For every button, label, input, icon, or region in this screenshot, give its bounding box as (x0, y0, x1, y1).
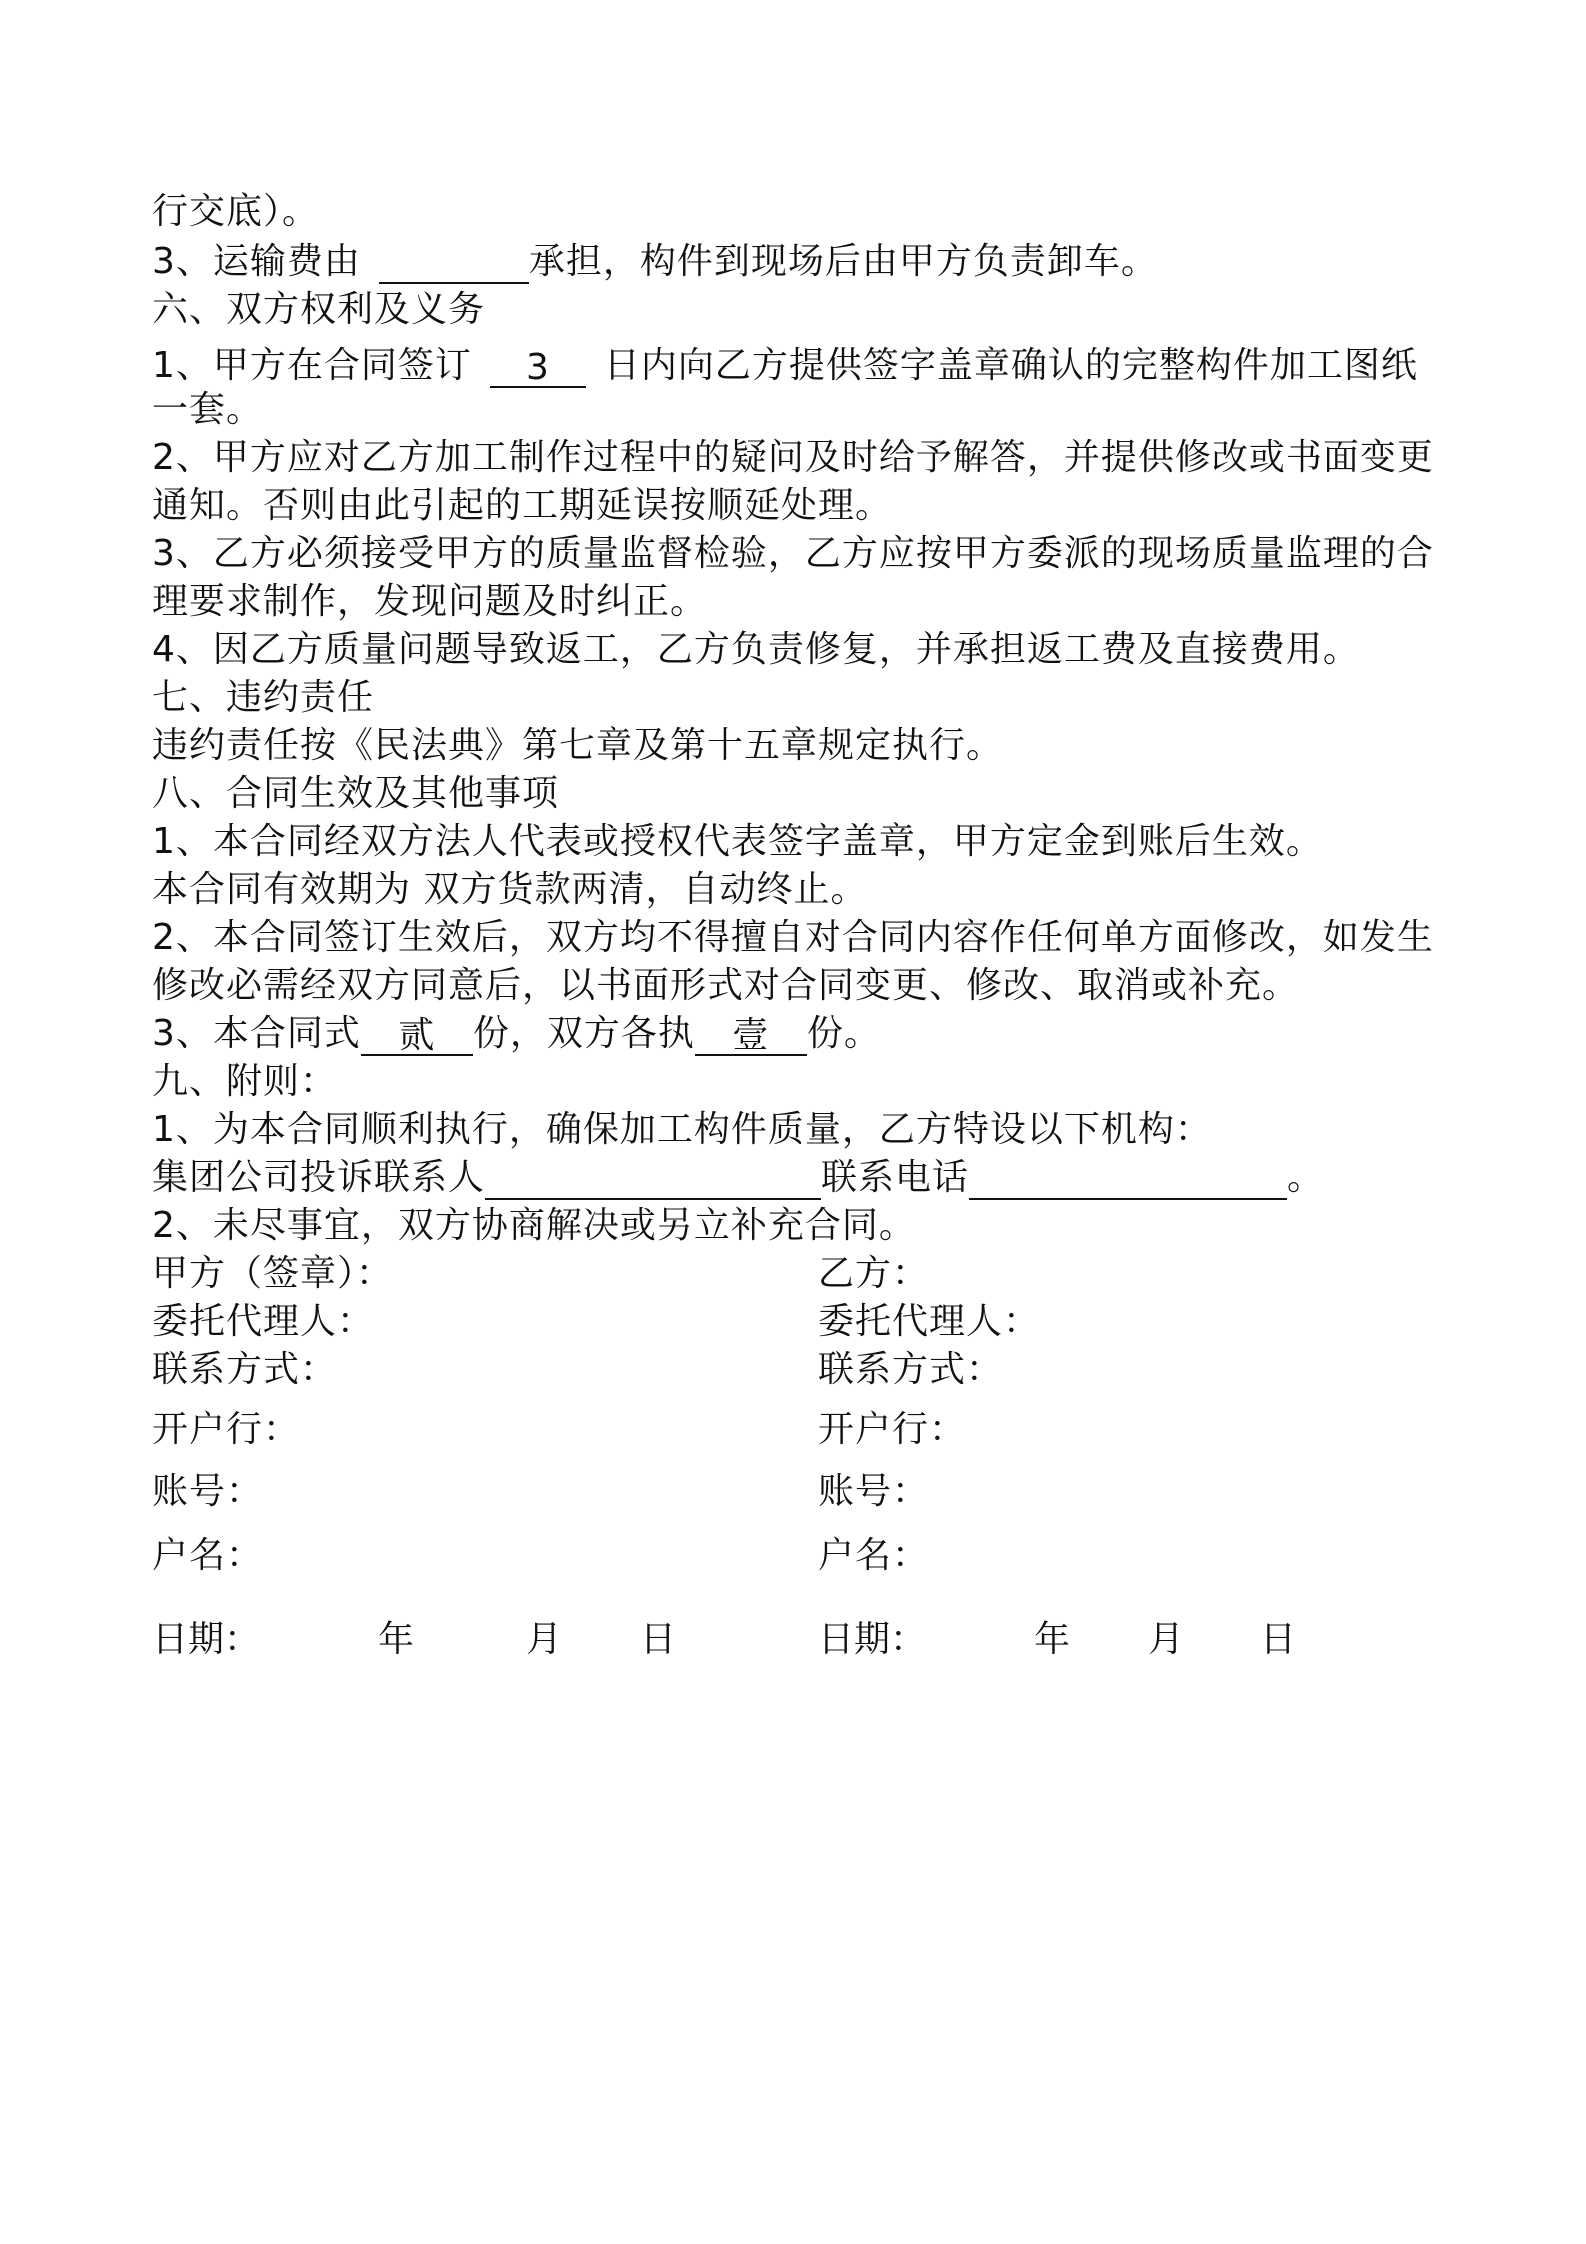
party-a-account: 账号： (152, 1471, 264, 1512)
section-heading-liability: 七、违约责任 (152, 677, 375, 718)
paragraph-line: 本合同有效期为 双方货款两清，自动终止。 (152, 869, 868, 910)
contact-phone-blank (969, 1158, 1287, 1200)
party-b-date-label: 日期： (818, 1619, 927, 1660)
clause-text: 3、运输费由 (152, 241, 361, 282)
section-heading-appendix: 九、附则： (152, 1061, 338, 1102)
contact-person-blank (485, 1158, 821, 1200)
clause-drawing-days (152, 344, 1418, 388)
paragraph-line: 1、为本合同顺利执行，确保加工构件质量，乙方特设以下机构： (152, 1109, 1212, 1150)
party-b-month-label: 月 (1148, 1619, 1185, 1660)
transport-payer-blank (379, 242, 529, 284)
paragraph-line: 2、本合同签订生效后，双方均不得擅自对合同内容作任何单方面修改，如发生 (152, 917, 1434, 958)
clause-text: 承担，构件到现场后由甲方负责卸车。 (528, 241, 1158, 282)
party-b-agent: 委托代理人： (818, 1301, 1041, 1342)
paragraph-line: 2、未尽事宜，双方协商解决或另立补充合同。 (152, 1205, 916, 1246)
paragraph-line: 一套。 (152, 389, 264, 430)
paragraph-line: 2、甲方应对乙方加工制作过程中的疑问及时给予解答，并提供修改或书面变更 (152, 437, 1434, 478)
transport-fee-clause (152, 240, 1158, 284)
party-a-contact: 联系方式： (152, 1349, 338, 1390)
paragraph-line: 修改必需经双方同意后，以书面形式对合同变更、修改、取消或补充。 (152, 965, 1300, 1006)
party-b-day-label: 日 (1260, 1619, 1297, 1660)
clause-text: 份，双方各执 (472, 1013, 695, 1054)
party-b-contact: 联系方式： (818, 1349, 1004, 1390)
party-a-day-label: 日 (640, 1619, 677, 1660)
clause-text: 份。 (806, 1013, 881, 1054)
clause-text: 集团公司投诉联系人 (152, 1157, 486, 1198)
party-a-agent: 委托代理人： (152, 1301, 375, 1342)
party-b-year-label: 年 (1034, 1619, 1071, 1660)
paragraph-line: 理要求制作，发现问题及时纠正。 (152, 581, 708, 622)
section-heading-rights: 六、双方权利及义务 (152, 289, 486, 330)
complaint-contact-line (152, 1156, 1324, 1200)
clause-text: 3、本合同式 (152, 1013, 361, 1054)
clause-text: 。 (1287, 1157, 1325, 1198)
paragraph-line: 1、本合同经双方法人代表或授权代表签字盖章，甲方定金到账后生效。 (152, 821, 1323, 862)
party-b-account-name: 户名： (818, 1535, 930, 1576)
clause-text: 日内向乙方提供签字盖章确认的完整构件加工图纸 (603, 345, 1418, 386)
party-a-month-label: 月 (526, 1619, 563, 1660)
paragraph-line: 3、乙方必须接受甲方的质量监督检验，乙方应按甲方委派的现场质量监理的合 (152, 533, 1434, 574)
paragraph-line: 行交底）。 (152, 191, 320, 232)
clause-text: 1、甲方在合同签订 (152, 345, 472, 386)
paragraph-line: 通知。否则由此引起的工期延误按顺延处理。 (152, 485, 893, 526)
clause-text: 联系电话 (821, 1157, 970, 1198)
total-copies-blank: 贰 (361, 1014, 473, 1056)
party-a-year-label: 年 (378, 1619, 415, 1660)
paragraph-line: 4、因乙方质量问题导致返工，乙方负责修复，并承担返工费及直接费用。 (152, 629, 1360, 670)
party-a-account-name: 户名： (152, 1535, 264, 1576)
copies-clause (152, 1012, 881, 1056)
party-b-title: 乙方： (818, 1253, 930, 1294)
days-blank: 3 (490, 346, 586, 388)
section-heading-effectiveness: 八、合同生效及其他事项 (152, 773, 560, 814)
party-b-bank: 开户行： (818, 1409, 967, 1450)
party-b-account: 账号： (818, 1471, 930, 1512)
paragraph-line: 违约责任按《民法典》第七章及第十五章规定执行。 (152, 725, 1004, 766)
party-a-title: 甲方（签章）： (152, 1253, 394, 1294)
party-a-bank: 开户行： (152, 1409, 301, 1450)
party-a-date-label: 日期： (152, 1619, 261, 1660)
each-copies-blank: 壹 (695, 1014, 807, 1056)
